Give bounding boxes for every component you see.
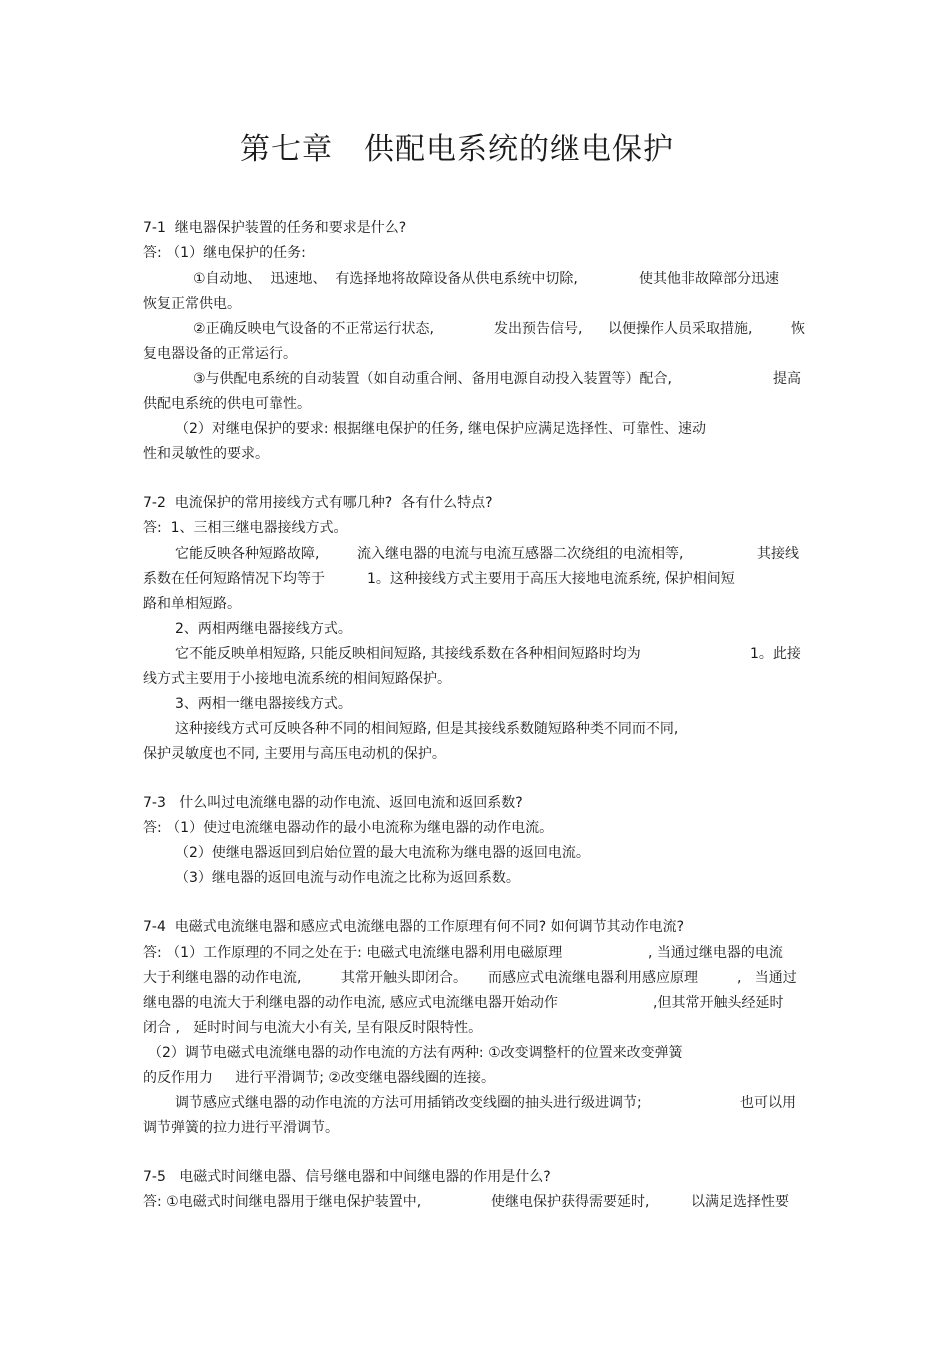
answer-line: 性和灵敏性的要求。 bbox=[143, 446, 269, 462]
answer-line: 保护灵敏度也不同, 主要用与高压电动机的保护。 bbox=[143, 746, 446, 762]
answer-line: 恢复正常供电。 bbox=[143, 296, 241, 312]
question-7-1: 7-1 继电器保护装置的任务和要求是什么? bbox=[143, 220, 407, 236]
answer-line: 继电器的电流大于利继电器的动作电流, 感应式电流继电器开始动作 bbox=[143, 995, 558, 1011]
answer-line: （2）对继电保护的要求: 根据继电保护的任务, 继电保护应满足选择性、可靠性、速动 bbox=[175, 421, 706, 437]
answer-line: 复电器设备的正常运行。 bbox=[143, 346, 297, 362]
answer-line: 调节感应式继电器的动作电流的方法可用插销改变线圈的抽头进行级进调节; bbox=[175, 1095, 642, 1111]
answer-line-fragment: ,但其常开触头经延时 bbox=[653, 995, 784, 1011]
question-7-4: 7-4 电磁式电流继电器和感应式电流继电器的工作原理有何不同? 如何调节其动作电流? bbox=[143, 919, 685, 935]
answer-line-fragment: , 当通过 bbox=[737, 970, 797, 986]
answer-line: 这种接线方式可反映各种不同的相间短路, 但是其接线系数随短路种类不同而不同, bbox=[175, 721, 679, 737]
answer-line: （2）使继电器返回到启始位置的最大电流称为继电器的返回电流。 bbox=[175, 845, 590, 861]
answer-line-fragment: 使其他非故障部分迅速 bbox=[639, 271, 779, 287]
answer-line: （2）调节电磁式电流继电器的动作电流的方法有两种: ①改变调整杆的位置来改变弹簧 bbox=[148, 1045, 683, 1061]
answer-line: 它能反映各种短路故障, bbox=[175, 546, 320, 562]
answer-line: 答: ①电磁式时间继电器用于继电保护装置中, bbox=[143, 1194, 422, 1210]
answer-line: 的反作用力 进行平滑调节; ②改变继电器线圈的连接。 bbox=[143, 1070, 495, 1086]
answer-line-fragment: 其常开触头即闭合。 bbox=[341, 970, 467, 986]
answer-line-fragment: 也可以用 bbox=[740, 1095, 796, 1111]
answer-line: 闭合 , 延时时间与电流大小有关, 呈有限反时限特性。 bbox=[143, 1020, 483, 1036]
answer-line-fragment: 以满足选择性要 bbox=[691, 1194, 789, 1210]
answer-line: 系数在任何短路情况下均等于 bbox=[143, 571, 325, 587]
answer-line-fragment: 恢 bbox=[791, 321, 805, 337]
answer-line: 答: （1）工作原理的不同之处在于: 电磁式电流继电器利用电磁原理 bbox=[143, 945, 563, 961]
answer-line-fragment: 其接线 bbox=[757, 546, 799, 562]
answer-line: 它不能反映单相短路, 只能反映相间短路, 其接线系数在各种相间短路时均为 bbox=[175, 646, 641, 662]
answer-line-fragment: 以便操作人员采取措施, bbox=[608, 321, 753, 337]
answer-line: ②正确反映电气设备的不正常运行状态, bbox=[193, 321, 434, 337]
answer-line-fragment: 而感应式电流继电器利用感应原理 bbox=[488, 970, 698, 986]
answer-line-fragment: 使继电保护获得需要延时, bbox=[491, 1194, 650, 1210]
answer-line-fragment: 1。此接 bbox=[750, 646, 801, 662]
answer-line: 2、两相两继电器接线方式。 bbox=[175, 621, 352, 637]
answer-line-fragment: 流入继电器的电流与电流互感器二次绕组的电流相等, bbox=[357, 546, 684, 562]
page-title: 第七章 供配电系统的继电保护 bbox=[240, 132, 674, 167]
answer-line: 答: 1、三相三继电器接线方式。 bbox=[143, 520, 348, 536]
question-7-5: 7-5 电磁式时间继电器、信号继电器和中间继电器的作用是什么? bbox=[143, 1169, 551, 1185]
answer-line: 大于利继电器的动作电流, bbox=[143, 970, 302, 986]
answer-line: 调节弹簧的拉力进行平滑调节。 bbox=[143, 1120, 339, 1136]
answer-line-fragment: , 当通过继电器的电流 bbox=[648, 945, 783, 961]
answer-line: 供配电系统的供电可靠性。 bbox=[143, 396, 311, 412]
answer-line: 答: （1）使过电流继电器动作的最小电流称为继电器的动作电流。 bbox=[143, 820, 554, 836]
answer-line: ③与供配电系统的自动装置（如自动重合闸、备用电源自动投入装置等）配合, bbox=[193, 371, 672, 387]
answer-line-fragment: 发出预告信号, bbox=[494, 321, 583, 337]
answer-line: 3、两相一继电器接线方式。 bbox=[175, 696, 352, 712]
answer-line-fragment: 1。这种接线方式主要用于高压大接地电流系统, 保护相间短 bbox=[367, 571, 735, 587]
answer-line: 答: （1）继电保护的任务: bbox=[143, 245, 306, 261]
answer-line-fragment: 提高 bbox=[773, 371, 801, 387]
question-7-3: 7-3 什么叫过电流继电器的动作电流、返回电流和返回系数? bbox=[143, 795, 523, 811]
answer-line: （3）继电器的返回电流与动作电流之比称为返回系数。 bbox=[175, 870, 520, 886]
question-7-2: 7-2 电流保护的常用接线方式有哪几种? 各有什么特点? bbox=[143, 495, 493, 511]
answer-line: ①自动地、 迅速地、 有选择地将故障设备从供电系统中切除, bbox=[193, 271, 578, 287]
answer-line: 线方式主要用于小接地电流系统的相间短路保护。 bbox=[143, 671, 451, 687]
answer-line: 路和单相短路。 bbox=[143, 596, 241, 612]
